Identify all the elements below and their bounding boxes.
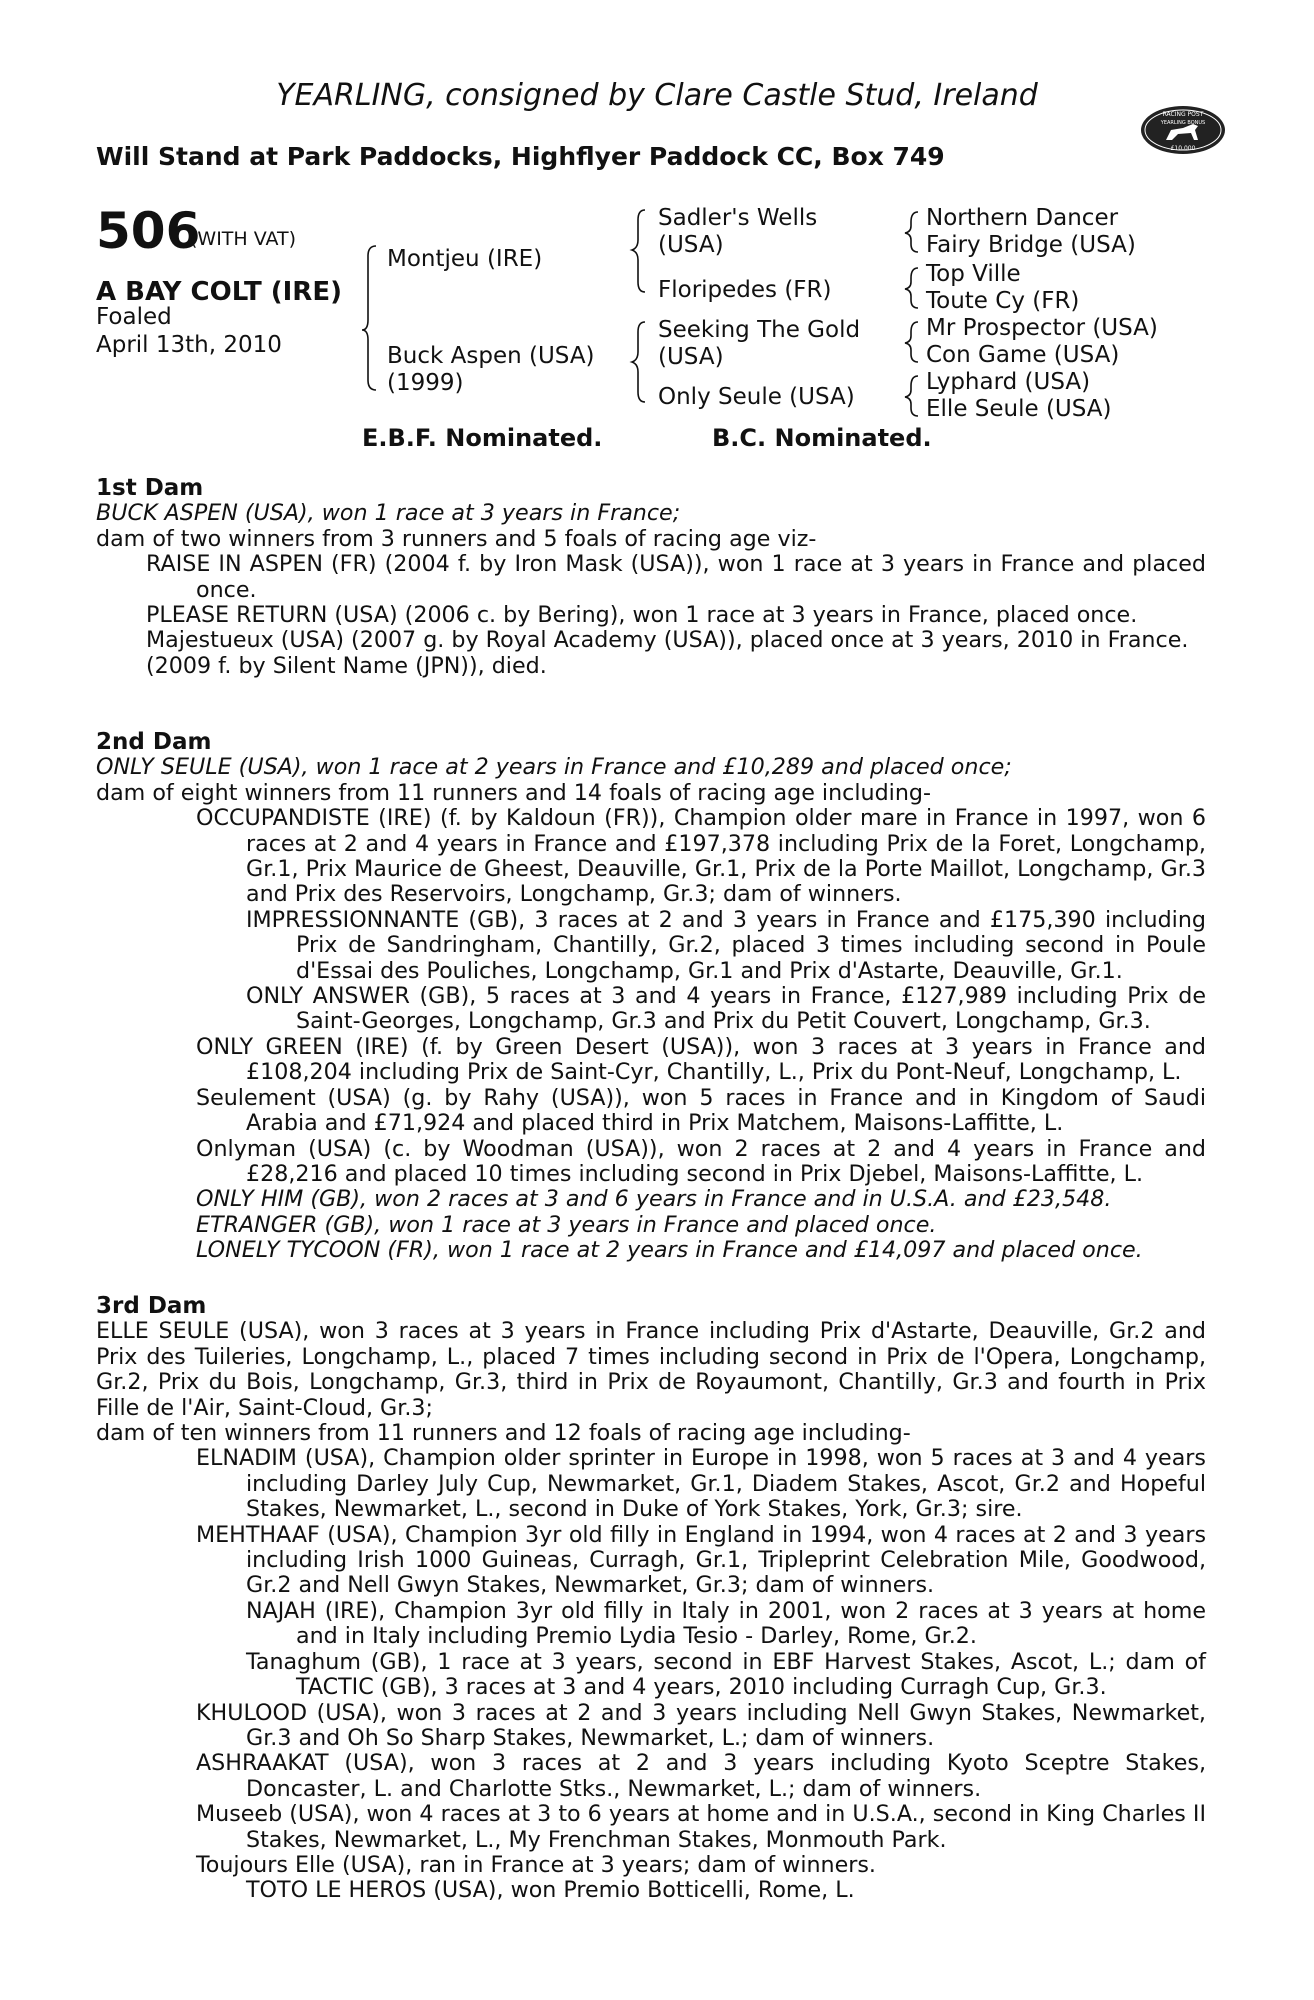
offspring-entry: ONLY GREEN (IRE) (f. by Green Desert (USA)), won 3 races at 3 years in France and £108,204 including Prix de Saint-Cyr, Chantilly, L., Prix du Pont-Neuf, Longchamp, L. <box>196 1033 1206 1086</box>
dam-year: (1999) <box>387 370 464 396</box>
ggp-6: Con Game (USA) <box>926 342 1120 368</box>
badge-bottom-text: £10,000 <box>1170 145 1196 152</box>
first-dam-section <box>96 476 1206 679</box>
offspring-entry: ETRANGER (GB), won 1 race at 3 years in France and placed once. <box>196 1211 937 1238</box>
section-heading: 1st Dam <box>96 475 204 501</box>
offspring-entry: LONELY TYCOON (FR), won 1 race at 2 years in France and £14,097 and placed once. <box>196 1237 1143 1264</box>
badge-middle-text: YEARLING BONUS <box>1160 120 1206 126</box>
dam-line: BUCK ASPEN (USA), won 1 race at 3 years in France; <box>96 500 681 527</box>
ggp-7: Lyphard (USA) <box>926 369 1091 395</box>
consignment-title: YEARLING, consigned by Clare Castle Stud, Ireland <box>276 78 1038 113</box>
ggp-5: Mr Prospector (USA) <box>926 315 1158 341</box>
third-dam-section <box>96 1294 1206 1904</box>
offspring-entry: Tanaghum (GB), 1 race at 3 years, second in EBF Harvest Stakes, Ascot, L.; dam of TACTIC (GB), 3 races at 3 and 4 years, 2010 including Curragh Cup, Gr.3. <box>246 1648 1206 1701</box>
offspring-entry: IMPRESSIONNANTE (GB), 3 races at 2 and 3 years in France and £175,390 including Prix de Sandringham, Chantilly, Gr.2, placed 3 times including second in Poule d'Essai des Pouliches, Longchamp, Gr.1 and Prix d'Astarte, Deauville, Gr.1. <box>246 906 1206 984</box>
ggp-1: Northern Dancer <box>926 205 1119 231</box>
offspring-entry: ELNADIM (USA), Champion older sprinter in Europe in 1998, won 5 races at 3 and 4 years including Darley July Cup, Newmarket, Gr.1, Diadem Stakes, Ascot, Gr.2 and Hopeful Stakes, Newmarket, L., second in Duke of York Stakes, York, Gr.3; sire. <box>196 1445 1206 1523</box>
second-dam-section <box>96 730 1206 1264</box>
dam-line: ONLY SEULE (USA), won 1 race at 2 years in France and £10,289 and placed once; <box>96 754 1012 781</box>
lot-title: A BAY COLT (IRE) <box>96 277 342 307</box>
offspring-entry: PLEASE RETURN (USA) (2006 c. by Bering), won 1 race at 3 years in France, placed once. <box>146 602 1138 629</box>
sire-name: Montjeu (IRE) <box>387 246 543 272</box>
foaled-date: April 13th, 2010 <box>96 332 282 358</box>
grandsire-paternal-country: (USA) <box>658 232 724 258</box>
dam-line: ELLE SEULE (USA), won 3 races at 3 years in France including Prix d'Astarte, Deauville, Gr.2 and Prix des Tuileries, Longchamp, L., placed 7 times including second in Prix de l'Opera, Longchamp, Gr.2, Prix du Bois, Longchamp, Gr.3, third in Prix de Royaumont, Chantilly, Gr.3 and fourth in Prix Fille de l'Air, Saint-Cloud, Gr.3; <box>96 1318 1206 1421</box>
offspring-entry: TOTO LE HEROS (USA), won Premio Botticelli, Rome, L. <box>246 1877 855 1904</box>
dam-summary: dam of ten winners from 11 runners and 12 foals of racing age including- <box>96 1420 911 1447</box>
granddam-paternal: Floripedes (FR) <box>658 277 832 303</box>
offspring-entry: Majestueux (USA) (2007 g. by Royal Academy (USA)), placed once at 3 years, 2010 in France. <box>146 627 1189 654</box>
location-line: Will Stand at Park Paddocks, Highflyer Paddock CC, Box 749 <box>96 142 945 171</box>
offspring-entry: MEHTHAAF (USA), Champion 3yr old filly in England in 1994, won 4 races at 2 and 3 years including Irish 1000 Guineas, Curragh, Gr.1, Tripleprint Celebration Mile, Goodwood, Gr.2 and Nell Gwyn Stakes, Newmarket, Gr.3; dam of winners. <box>196 1521 1206 1599</box>
grandsire-maternal-country: (USA) <box>658 344 724 370</box>
foaled-label: Foaled <box>96 304 172 330</box>
badge-top-text: RACING POST <box>1162 111 1204 118</box>
dam-summary: dam of eight winners from 11 runners and 14 foals of racing age including- <box>96 779 931 806</box>
offspring-entry: KHULOOD (USA), won 3 races at 2 and 3 years including Nell Gwyn Stakes, Newmarket, Gr.3 and Oh So Sharp Stakes, Newmarket, L.; dam of winners. <box>196 1699 1206 1751</box>
offspring-entry: ONLY HIM (GB), won 2 races at 3 and 6 years in France and in U.S.A. and £23,548. <box>196 1186 1112 1213</box>
ggp-3: Top Ville <box>926 261 1021 287</box>
offspring-entry: OCCUPANDISTE (IRE) (f. by Kaldoun (FR)), Champion older mare in France in 1997, won 6 races at 2 and 4 years in France and £197,378 including Prix de la Foret, Longchamp, Gr.1, Prix Maurice de Gheest, Deauville, Gr.1, Prix de la Porte Maillot, Longchamp, Gr.3 and Prix des Reservoirs, Longchamp, Gr.3; dam of winners. <box>196 805 1206 908</box>
offspring-entry: ASHRAAKAT (USA), won 3 races at 2 and 3 years including Kyoto Sceptre Stakes, Doncaster, L. and Charlotte Stks., Newmarket, L.; dam of winners. <box>196 1750 1206 1802</box>
vat-label: (WITH VAT) <box>190 228 297 250</box>
ggp-2: Fairy Bridge (USA) <box>926 232 1136 258</box>
dam-summary: dam of two winners from 3 runners and 5 foals of racing age viz- <box>96 525 817 552</box>
grandsire-maternal: Seeking The Gold <box>658 317 861 343</box>
grandsire-paternal: Sadler's Wells <box>658 205 818 231</box>
offspring-entry: (2009 f. by Silent Name (JPN)), died. <box>146 652 547 679</box>
section-heading: 2nd Dam <box>96 729 212 755</box>
offspring-entry: RAISE IN ASPEN (FR) (2004 f. by Iron Mask (USA)), won 1 race at 3 years in France and placed once. <box>146 551 1206 603</box>
ggp-8: Elle Seule (USA) <box>926 396 1112 422</box>
offspring-entry: Seulement (USA) (g. by Rahy (USA)), won 5 races in France and in Kingdom of Saudi Arabia and £71,924 and placed third in Prix Matchem, Maisons-Laffitte, L. <box>196 1084 1206 1137</box>
offspring-entry: Onlyman (USA) (c. by Woodman (USA)), won 2 races at 2 and 4 years in France and £28,216 and placed 10 times including second in Prix Djebel, Maisons-Laffitte, L. <box>196 1135 1206 1187</box>
offspring-entry: ONLY ANSWER (GB), 5 races at 3 and 4 years in France, £127,989 including Prix de Saint-Georges, Longchamp, Gr.3 and Prix du Petit Couvert, Longchamp, Gr.3. <box>246 983 1206 1035</box>
offspring-entry: Toujours Elle (USA), ran in France at 3 years; dam of winners. <box>196 1851 876 1878</box>
dam-name: Buck Aspen (USA) <box>387 343 595 369</box>
section-heading: 3rd Dam <box>96 1293 207 1319</box>
ebf-nominated: E.B.F. Nominated. <box>362 424 603 452</box>
bc-nominated: B.C. Nominated. <box>712 424 932 452</box>
granddam-maternal: Only Seule (USA) <box>658 384 855 410</box>
offspring-entry: Museeb (USA), won 4 races at 3 to 6 years at home and in U.S.A., second in King Charles II Stakes, Newmarket, L., My Frenchman Stakes, Monmouth Park. <box>196 1801 1206 1853</box>
ggp-4: Toute Cy (FR) <box>926 288 1080 314</box>
lot-number: 506 <box>96 202 201 260</box>
offspring-entry: NAJAH (IRE), Champion 3yr old filly in Italy in 2001, won 2 races at 3 years at home and in Italy including Premio Lydia Tesio - Darley, Rome, Gr.2. <box>246 1597 1206 1650</box>
